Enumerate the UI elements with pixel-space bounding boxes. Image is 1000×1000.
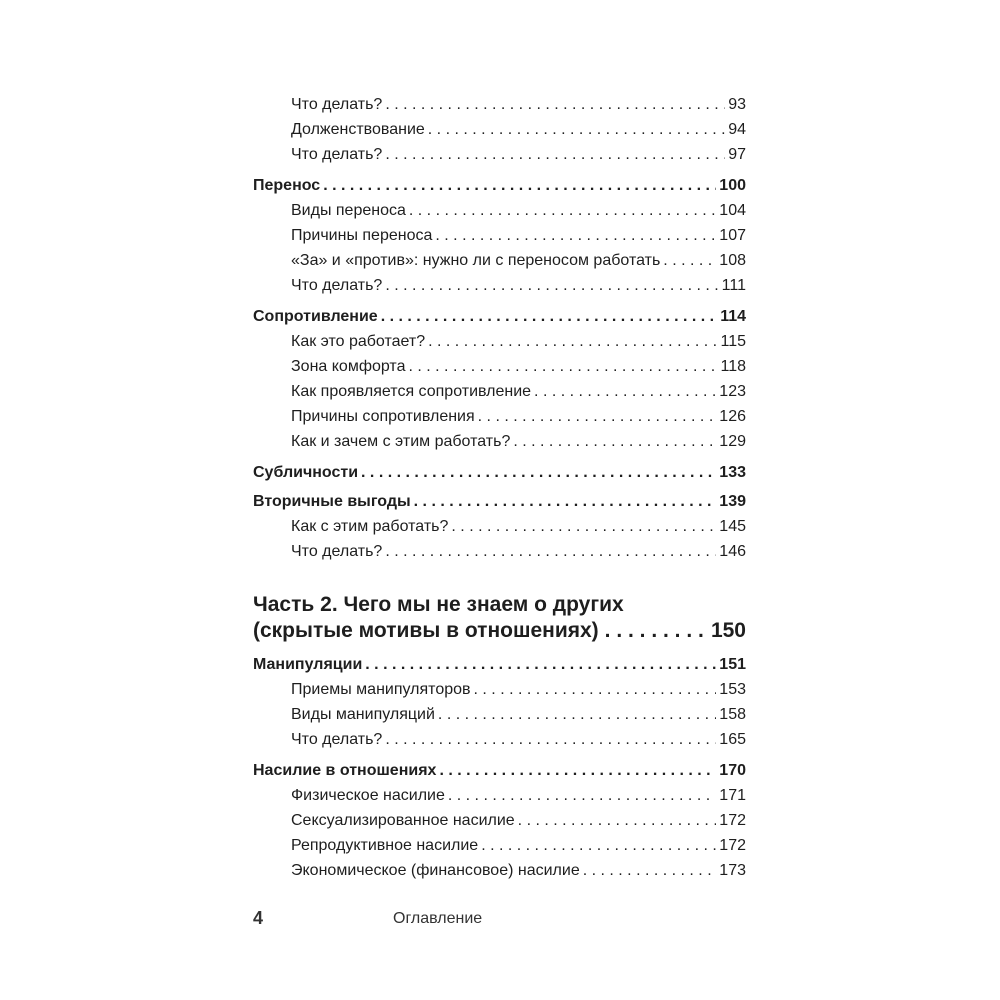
toc-chapter-page: 133 <box>719 464 746 481</box>
toc-entry <box>253 404 746 429</box>
dot-leader <box>439 758 716 783</box>
dot-leader <box>438 702 716 727</box>
toc-entry <box>253 727 746 752</box>
toc-chapter-label: Сопротивление <box>253 308 378 325</box>
dot-leader <box>428 329 717 354</box>
page-footer <box>253 908 753 932</box>
toc-chapter-label: Вторичные выгоды <box>253 493 411 510</box>
toc-entry <box>253 858 746 883</box>
toc-entry-page: 108 <box>719 252 746 269</box>
dot-leader <box>435 223 716 248</box>
toc-chapter-page: 114 <box>720 308 746 325</box>
toc-entry-page: 172 <box>719 837 746 854</box>
toc-entry-page: 145 <box>719 518 746 535</box>
toc-entry <box>253 248 746 273</box>
toc-entry-page: 173 <box>719 862 746 879</box>
toc-entry <box>253 223 746 248</box>
dot-leader <box>385 142 725 167</box>
toc-entry <box>253 808 746 833</box>
toc-entry-label: Причины переноса <box>291 227 433 244</box>
toc-chapter-label: Субличности <box>253 464 359 481</box>
dot-leader <box>428 117 725 142</box>
toc-entry-page: 97 <box>728 146 746 163</box>
dot-leader <box>381 304 718 329</box>
toc-chapter-page: 139 <box>719 493 746 510</box>
dot-leader <box>481 833 716 858</box>
toc-entry-label: Виды манипуляций <box>291 706 435 723</box>
dot-leader <box>518 808 717 833</box>
toc-chapter <box>253 173 746 198</box>
dot-leader <box>414 489 717 514</box>
dot-leader <box>451 514 716 539</box>
table-of-contents <box>253 92 746 883</box>
toc-entry-label: Как проявляется сопротивление <box>291 383 532 400</box>
toc-chapter-page: 151 <box>719 656 746 673</box>
toc-chapter <box>253 489 746 514</box>
toc-entry <box>253 702 746 727</box>
toc-chapter-label: Насилие в отношениях <box>253 762 437 779</box>
toc-entry-page: 93 <box>728 96 746 113</box>
dot-leader <box>385 539 716 564</box>
toc-entry-label: Экономическое (финансовое) насилие <box>291 862 580 879</box>
toc-entry-label: Что делать? <box>291 146 383 163</box>
toc-entry-page: 107 <box>719 227 746 244</box>
dot-leader <box>663 248 716 273</box>
toc-entry <box>253 833 746 858</box>
toc-entry-label: Как с этим работать? <box>291 518 449 535</box>
dot-leader <box>365 652 716 677</box>
toc-entry-label: «За» и «против»: нужно ли с переносом работать <box>291 252 661 269</box>
toc-entry-page: 158 <box>719 706 746 723</box>
toc-entry-page: 172 <box>719 812 746 829</box>
toc-entry-page: 153 <box>719 681 746 698</box>
toc-chapter-page: 170 <box>719 762 746 779</box>
toc-entry-page: 165 <box>719 731 746 748</box>
part-title-line2 <box>253 618 746 644</box>
toc-entry-label: Что делать? <box>291 277 383 294</box>
toc-entry <box>253 539 746 564</box>
toc-entry <box>253 329 746 354</box>
toc-entry-page: 94 <box>728 121 746 138</box>
dot-leader <box>361 460 716 485</box>
toc-entry <box>253 429 746 454</box>
toc-entry-page: 115 <box>720 333 746 350</box>
toc-entry-page: 111 <box>721 277 746 294</box>
part-subtitle: (скрытые мотивы в отношениях) <box>253 619 599 642</box>
dot-leader <box>385 92 725 117</box>
part-title-line1: Часть 2. Чего мы не знаем о других <box>253 593 624 616</box>
toc-entry <box>253 92 746 117</box>
toc-entry <box>253 273 746 298</box>
toc-chapter <box>253 460 746 485</box>
toc-entry-label: Долженствование <box>291 121 425 138</box>
dot-leader <box>605 618 705 644</box>
dot-leader <box>534 379 716 404</box>
toc-entry-label: Приемы манипуляторов <box>291 681 471 698</box>
toc-entry <box>253 198 746 223</box>
toc-entry-label: Причины сопротивления <box>291 408 475 425</box>
toc-chapter <box>253 758 746 783</box>
toc-entry-label: Виды переноса <box>291 202 406 219</box>
dot-leader <box>474 677 717 702</box>
toc-entry-label: Репродуктивное насилие <box>291 837 479 854</box>
toc-entry-label: Физическое насилие <box>291 787 445 804</box>
toc-entry <box>253 379 746 404</box>
toc-chapter <box>253 652 746 677</box>
toc-entry <box>253 354 746 379</box>
toc-entry <box>253 142 746 167</box>
page-number: 4 <box>253 908 264 928</box>
toc-entry-page: 126 <box>719 408 746 425</box>
toc-entry <box>253 514 746 539</box>
dot-leader <box>583 858 717 883</box>
toc-entry-label: Сексуализированное насилие <box>291 812 515 829</box>
toc-entry-label: Что делать? <box>291 96 383 113</box>
toc-chapter-page: 100 <box>719 177 746 194</box>
dot-leader <box>323 173 716 198</box>
toc-entry-page: 123 <box>719 383 746 400</box>
dot-leader <box>385 273 718 298</box>
toc-entry-page: 171 <box>719 787 746 804</box>
toc-entry <box>253 677 746 702</box>
toc-entry <box>253 117 746 142</box>
toc-entry-page: 118 <box>720 358 746 375</box>
toc-entry-label: Что делать? <box>291 731 383 748</box>
toc-entry-label: Как и зачем с этим работать? <box>291 433 511 450</box>
dot-leader <box>478 404 717 429</box>
toc-chapter-label: Перенос <box>253 177 321 194</box>
dot-leader <box>408 354 717 379</box>
dot-leader <box>448 783 716 808</box>
toc-entry-page: 129 <box>719 433 746 450</box>
toc-entry-page: 146 <box>719 543 746 560</box>
toc-entry-label: Что делать? <box>291 543 383 560</box>
toc-entry <box>253 783 746 808</box>
toc-entry-page: 104 <box>719 202 746 219</box>
toc-entry-label: Зона комфорта <box>291 358 406 375</box>
toc-chapter <box>253 304 746 329</box>
toc-entry-label: Как это работает? <box>291 333 426 350</box>
dot-leader <box>409 198 716 223</box>
dot-leader <box>513 429 716 454</box>
running-title: Оглавление <box>393 910 483 927</box>
toc-chapter-label: Манипуляции <box>253 656 363 673</box>
part-page: 150 <box>710 619 746 642</box>
dot-leader <box>385 727 716 752</box>
toc-part-heading <box>253 592 746 644</box>
